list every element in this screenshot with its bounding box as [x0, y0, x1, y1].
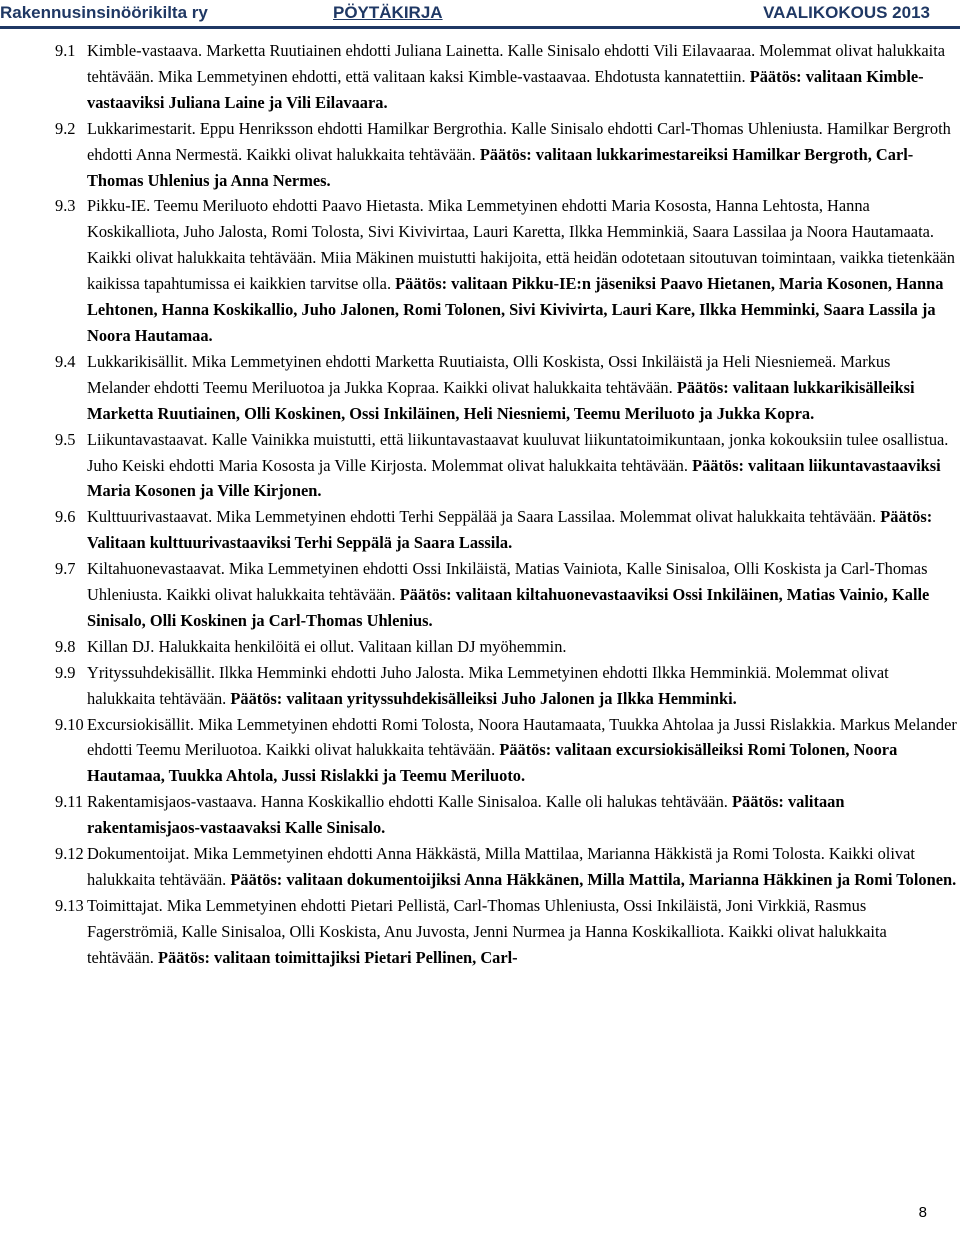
- item-text: Liikuntavastaavat. Kalle Vainikka muistutti, että liikuntavastaavat kuuluvat liikuntatoimikuntaan, jonka kokouksiin tulee osallistua. Juho Keiski ehdotti Maria Kososta ja Ville Kirjosta. Molemmat olivat halukkaita tehtävään. Päätös: valitaan liikuntavastaaviksi Maria Kosonen ja Ville Kirjonen.: [87, 429, 949, 501]
- item-number: 9.1: [55, 41, 76, 60]
- agenda-item-9-5: [55, 427, 957, 505]
- item-text: Kulttuurivastaavat. Mika Lemmetyinen ehdotti Terhi Seppälää ja Saara Lassilaa. Molemmat olivat halukkaita tehtävään. Päätös: Valitaan kulttuurivastaaviksi Terhi Seppälä ja Saara Lassila.: [87, 507, 933, 553]
- item-text: Excursiokisällit. Mika Lemmetyinen ehdotti Romi Tolosta, Noora Hautamaata, Tuukka Ahtolaa ja Jussi Rislakkia. Markus Melander ehdotti Teemu Meriluotoa. Kaikki olivat halukkaita tehtävään. Päätös: valitaan excursiokisälleiksi Romi Tolonen, Noora Hautamaa, Tuukka Ahtola, Jussi Rislakki ja Teemu Meriluoto.: [87, 714, 957, 786]
- agenda-item-9-6: [55, 504, 957, 556]
- item-text: Lukkarikisällit. Mika Lemmetyinen ehdotti Marketta Ruutiaista, Olli Koskista, Ossi Inkiläistä ja Heli Niesniemeä. Markus Melander ehdotti Teemu Meriluotoa ja Jukka Kopraa. Kaikki olivat halukkaita tehtävään. Päätös: valitaan lukkarikisälleiksi Marketta Ruutiainen, Olli Koskinen, Ossi Inkiläinen, Heli Niesniemi, Teemu Meriluoto ja Jukka Kopra.: [87, 351, 915, 423]
- item-number: 9.11: [55, 792, 84, 812]
- page-header: [0, 0, 960, 28]
- decision: Päätös: valitaan excursiokisälleiksi Romi Tolonen, Noora Hautamaa, Tuukka Ahtola, Jussi Rislakki ja Teemu Meriluoto.: [87, 740, 898, 786]
- meeting-name: VAALIKOKOUS 2013: [763, 3, 930, 22]
- decision: Päätös: valitaan Kimble-vastaaviksi Juliana Laine ja Vili Eilavaara.: [87, 66, 924, 112]
- page-number: 8: [918, 1204, 927, 1221]
- agenda-item-9-8: [55, 634, 957, 660]
- item-number: 9.8: [55, 636, 76, 656]
- item-number: 9.10: [55, 714, 84, 734]
- item-text: Killan DJ. Halukkaita henkilöitä ei ollut. Valitaan killan DJ myöhemmin.: [87, 636, 567, 656]
- decision: Päätös: valitaan yrityssuhdekisälleiksi Juho Jalonen ja Ilkka Hemminki.: [230, 688, 737, 708]
- minutes-body: [55, 38, 957, 971]
- agenda-item-9-1: [55, 38, 957, 116]
- agenda-item-9-10: [55, 712, 957, 790]
- agenda-item-9-2: [55, 116, 957, 194]
- item-number: 9.9: [55, 662, 76, 682]
- item-text: Pikku-IE. Teemu Meriluoto ehdotti Paavo Hietasta. Mika Lemmetyinen ehdotti Maria Kososta, Hanna Lehtosta, Hanna Koskikalliota, Juho Jalosta, Romi Tolosta, Sivi Kivivirtaa, Lauri Karetta, Ilkka Hemminkiä, Saara Lassilaa ja Noora Hautamaata. Kaikki olivat halukkaita tehtävään. Miia Mäkinen muistutti hakijoita, että heidän odotetaan sitoutuvan toimintaan, vaikka tietenkään kaikissa tapahtumissa ei kaikkien tarvitse olla. Päätös: valitaan Pikku-IE:n jäseniksi Paavo Hietanen, Maria Kosonen, Hanna Lehtonen, Hanna Koskikallio, Juho Jalonen, Romi Tolonen, Sivi Kivivirta, Lauri Kare, Ilkka Hemminki, Saara Lassila ja Noora Hautamaa.: [87, 196, 956, 345]
- agenda-item-9-7: [55, 556, 957, 634]
- item-number: 9.7: [55, 559, 76, 579]
- agenda-item-9-9: [55, 660, 957, 712]
- item-number: 9.4: [55, 351, 76, 371]
- document-type: PÖYTÄKIRJA: [333, 3, 443, 22]
- agenda-item-9-11: [55, 789, 957, 841]
- item-text: Kiltahuonevastaavat. Mika Lemmetyinen ehdotti Ossi Inkiläistä, Matias Vainiota, Kalle Sinisaloa, Olli Koskista ja Carl-Thomas Uhleniusta. Kaikki olivat halukkaita tehtävään. Päätös: valitaan kiltahuonevastaaviksi Ossi Inkiläinen, Matias Vainio, Kalle Sinisalo, Olli Koskinen ja Carl-Thomas Uhlenius.: [87, 559, 930, 630]
- agenda-item-9-12: [55, 841, 957, 893]
- decision: Päätös: valitaan dokumentoijiksi Anna Häkkänen, Milla Mattila, Marianna Häkkinen ja Romi Tolonen.: [230, 870, 957, 889]
- item-number: 9.12: [55, 844, 84, 864]
- item-number: 9.3: [55, 196, 76, 216]
- decision: Päätös: valitaan lukkarimestareiksi Hamilkar Bergroth, Carl-Thomas Uhlenius ja Anna Nermes.: [87, 144, 914, 190]
- item-text: Dokumentoijat. Mika Lemmetyinen ehdotti Anna Häkkästä, Milla Mattilaa, Marianna Häkkistä ja Romi Tolosta. Kaikki olivat halukkaita tehtävään. Päätös: valitaan dokumentoijiksi Anna Häkkänen, Milla Mattila, Marianna Häkkinen ja Romi Tolonen.: [87, 844, 957, 889]
- guild-name: Rakennusinsinöörikilta ry: [0, 3, 208, 22]
- decision: Päätös: valitaan lukkarikisälleiksi Marketta Ruutiainen, Olli Koskinen, Ossi Inkiläinen, Heli Niesniemi, Teemu Meriluoto ja Jukka Kopra.: [87, 377, 915, 423]
- agenda-item-9-13: [55, 893, 957, 971]
- decision: Päätös: valitaan Pikku-IE:n jäseniksi Paavo Hietanen, Maria Kosonen, Hanna Lehtonen, Hanna Koskikallio, Juho Jalonen, Romi Tolonen, Sivi Kivivirta, Lauri Kare, Ilkka Hemminki, Saara Lassila ja Noora Hautamaa.: [87, 274, 944, 345]
- item-text: Yrityssuhdekisällit. Ilkka Hemminki ehdotti Juho Jalosta. Mika Lemmetyinen ehdotti Ilkka Hemminkiä. Molemmat olivat halukkaita tehtävään. Päätös: valitaan yrityssuhdekisälleiksi Juho Jalonen ja Ilkka Hemminki.: [87, 662, 889, 708]
- item-number: 9.6: [55, 507, 76, 527]
- decision: Päätös: valitaan liikuntavastaaviksi Maria Kosonen ja Ville Kirjonen.: [87, 455, 941, 501]
- item-number: 9.13: [55, 895, 84, 915]
- item-number: 9.2: [55, 118, 76, 138]
- decision: Päätös: valitaan toimittajiksi Pietari Pellinen, Carl-: [158, 947, 518, 967]
- item-text: Lukkarimestarit. Eppu Henriksson ehdotti Hamilkar Bergrothia. Kalle Sinisalo ehdotti Carl-Thomas Uhleniusta. Hamilkar Bergroth ehdotti Anna Nermestä. Kaikki olivat halukkaita tehtävään. Päätös: valitaan lukkarimestareiksi Hamilkar Bergroth, Carl-Thomas Uhlenius ja Anna Nermes.: [87, 118, 951, 190]
- decision: Päätös: Valitaan kulttuurivastaaviksi Terhi Seppälä ja Saara Lassila.: [87, 507, 933, 553]
- item-text: Rakentamisjaos-vastaava. Hanna Koskikallio ehdotti Kalle Sinisaloa. Kalle oli halukas tehtävään. Päätös: valitaan rakentamisjaos-vastaavaksi Kalle Sinisalo.: [87, 792, 845, 838]
- agenda-item-9-3: [55, 193, 957, 348]
- agenda-item-9-4: [55, 349, 957, 427]
- header-divider: [0, 26, 960, 29]
- item-number: 9.5: [55, 429, 76, 449]
- item-text: Toimittajat. Mika Lemmetyinen ehdotti Pietari Pellistä, Carl-Thomas Uhleniusta, Ossi Inkiläistä, Joni Virkkiä, Rasmus Fagerströmiä, Kalle Sinisaloa, Olli Koskista, Anu Juvosta, Jenni Nurmea ja Hanna Koskikalliota. Kaikki olivat halukkaita tehtävään. Päätös: valitaan toimittajiksi Pietari Pellinen, Carl-: [87, 895, 887, 967]
- decision: Päätös: valitaan kiltahuonevastaaviksi Ossi Inkiläinen, Matias Vainio, Kalle Sinisalo, Olli Koskinen ja Carl-Thomas Uhlenius.: [87, 585, 930, 630]
- decision: Päätös: valitaan rakentamisjaos-vastaavaksi Kalle Sinisalo.: [87, 792, 845, 838]
- item-text: Kimble-vastaava. Marketta Ruutiainen ehdotti Juliana Lainetta. Kalle Sinisalo ehdotti Vili Eilavaaraa. Molemmat olivat halukkaita tehtävään. Mika Lemmetyinen ehdotti, että valitaan kaksi Kimble-vastaavaa. Ehdotusta kannatettiin. Päätös: valitaan Kimble-vastaaviksi Juliana Laine ja Vili Eilavaara.: [87, 41, 946, 112]
